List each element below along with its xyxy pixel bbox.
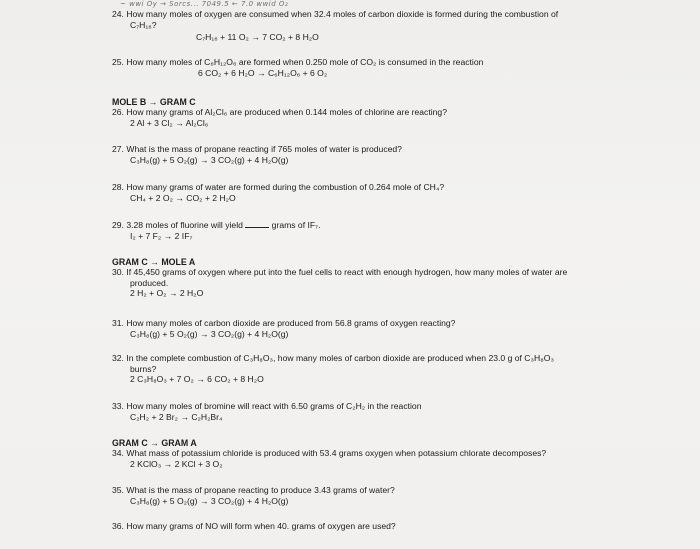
equation: CH₄ + 2 O₂ → CO₂ + 2 H₂O bbox=[130, 192, 236, 203]
question-text: 35. What is the mass of propane reacting to produce 3.43 grams of water? bbox=[112, 485, 395, 495]
question-30 bbox=[112, 267, 567, 299]
equation: C₂H₂ + 2 Br₂ → C₂H₂Br₄ bbox=[130, 411, 223, 422]
question-text: 25. How many moles of C₆H₁₂O₆ are formed when 0.250 mole of CO₂ is consumed in the reaction bbox=[112, 57, 484, 67]
question-29 bbox=[112, 219, 320, 241]
question-text-cont: grams of IF₇. bbox=[271, 220, 321, 230]
section-header-gram-c-gram-a: GRAM C → GRAM A bbox=[112, 438, 197, 448]
equation: 2 C₃H₈O₃ + 7 O₂ → 6 CO₂ + 8 H₂O bbox=[130, 374, 264, 384]
question-text: 31. How many moles of carbon dioxide are produced from 56.8 grams of oxygen reacting? bbox=[112, 318, 456, 328]
question-text: 30. If 45,450 grams of oxygen where put into the fuel cells to react with enough hydrogen, how many moles of water are bbox=[112, 267, 568, 277]
question-text: 24. How many moles of oxygen are consumed when 32.4 moles of carbon dioxide is formed during the combustion of bbox=[112, 9, 559, 19]
equation: 6 CO₂ + 6 H₂O → C₆H₁₂O₆ + 6 O₂ bbox=[198, 67, 328, 78]
question-text: 27. What is the mass of propane reacting if 765 moles of water is produced? bbox=[112, 144, 402, 154]
question-text: 29. 3.28 moles of fluorine will yield bbox=[112, 220, 243, 230]
question-27 bbox=[112, 144, 402, 165]
question-text-cont: burns? bbox=[130, 363, 157, 374]
question-text: 26. How many grams of Al₂Cl₆ are produced when 0.144 moles of chlorine are reacting? bbox=[112, 107, 447, 117]
section-header-mole-b-gram-c: MOLE B → GRAM C bbox=[112, 97, 196, 107]
question-text-cont: C₇H₁₆? bbox=[130, 19, 157, 30]
question-36 bbox=[112, 521, 396, 532]
question-34 bbox=[112, 448, 546, 469]
question-25 bbox=[112, 57, 483, 78]
question-text: 33. How many moles of bromine will react with 6.50 grams of C₂H₂ in the reaction bbox=[112, 401, 422, 411]
equation: 2 KClO₃ → 2 KCl + 3 O₂ bbox=[130, 458, 223, 469]
question-35 bbox=[112, 485, 395, 506]
equation: C₃H₈(g) + 5 O₂(g) → 3 CO₂(g) + 4 H₂O(g) bbox=[130, 495, 289, 506]
handwritten-notes: ~ wwi Oy → Sorcs... 7049.5 ← 7.0 wwid O₂ bbox=[120, 0, 289, 8]
equation: C₃H₈(g) + 5 O₂(g) → 3 CO₂(g) + 4 H₂O(g) bbox=[130, 154, 289, 165]
question-text: 32. In the complete combustion of C₃H₈O₃, how many moles of carbon dioxide are produced when 23.0 g of C₃H₈O₃ bbox=[112, 353, 554, 363]
question-31 bbox=[112, 318, 455, 339]
question-text: 34. What mass of potassium chloride is produced with 53.4 grams oxygen when potassium chlorate decomposes? bbox=[112, 448, 547, 458]
question-28 bbox=[112, 182, 444, 203]
equation: C₃H₈(g) + 5 O₂(g) → 3 CO₂(g) + 4 H₂O(g) bbox=[130, 328, 289, 339]
section-header-gram-c-mole-a: GRAM C → MOLE A bbox=[112, 257, 196, 267]
question-33 bbox=[112, 401, 422, 422]
question-26 bbox=[112, 107, 447, 128]
question-24 bbox=[112, 9, 558, 43]
question-text-cont: produced. bbox=[130, 277, 169, 288]
question-text: 28. How many grams of water are formed during the combustion of 0.264 mole of CH₄? bbox=[112, 182, 445, 192]
answer-blank bbox=[245, 219, 269, 228]
equation: 2 Al + 3 Cl₂ → Al₂Cl₆ bbox=[130, 117, 209, 128]
equation: 2 H₂ + O₂ → 2 H₂O bbox=[130, 288, 204, 298]
equation: C₇H₁₆ + 11 O₂ → 7 CO₂ + 8 H₂O bbox=[196, 32, 319, 42]
equation: I₂ + 7 F₂ → 2 IF₇ bbox=[130, 230, 193, 241]
question-32 bbox=[112, 353, 554, 385]
question-text: 36. How many grams of NO will form when 40. grams of oxygen are used? bbox=[112, 521, 396, 531]
